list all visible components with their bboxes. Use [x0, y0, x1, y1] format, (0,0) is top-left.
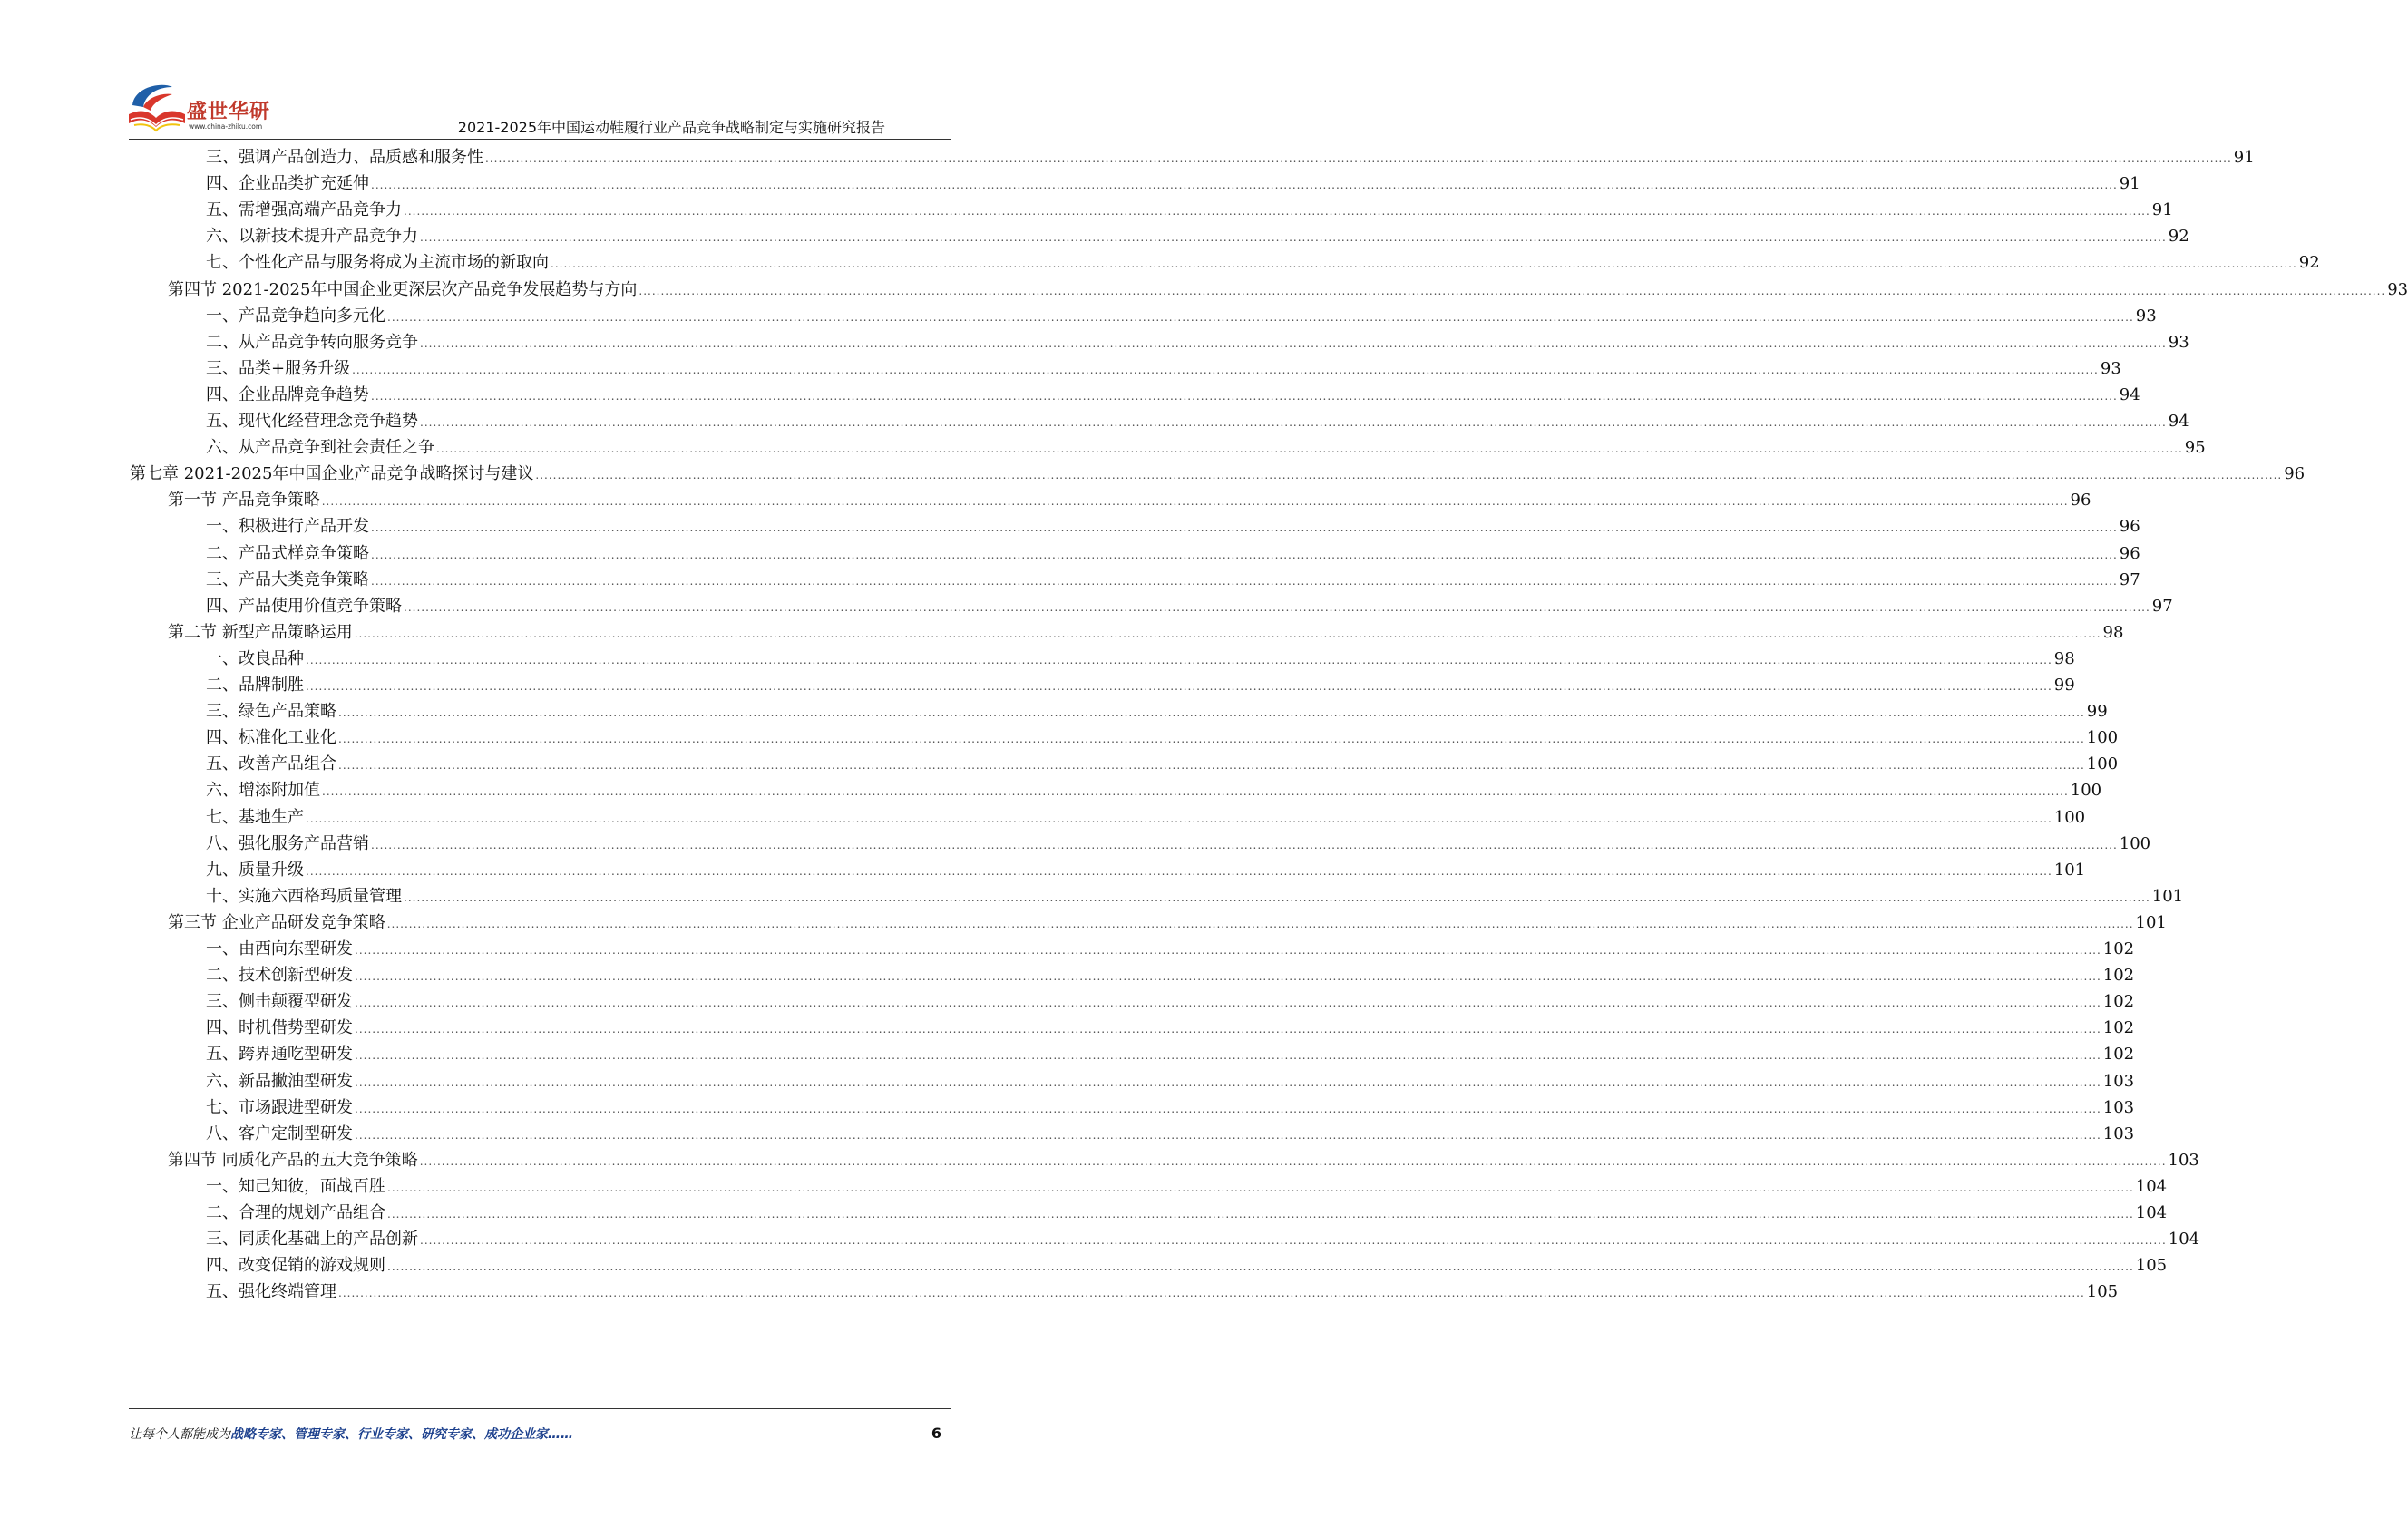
toc-entry-label: 五、跨界通吃型研发 — [206, 1045, 353, 1065]
toc-entry-page: 103 — [2102, 1071, 2135, 1091]
toc-entry[interactable] — [206, 355, 2121, 383]
toc-entry-label: 二、技术创新型研发 — [206, 966, 353, 986]
toc-leader-dots: ................................................................................................................................................................................................................................................................................................................................................................................................................ — [404, 890, 2150, 904]
toc-leader-dots: ................................................................................................................................................................................................................................................................................................................................................................................................................ — [387, 1208, 2134, 1221]
toc-entry-label: 十、实施六西格玛质量管理 — [206, 886, 402, 906]
toc-leader-dots: ................................................................................................................................................................................................................................................................................................................................................................................................................ — [387, 1260, 2134, 1274]
logo-url: www.china-zhiku.com — [189, 122, 263, 131]
toc-entry[interactable] — [206, 1200, 2168, 1227]
toc-entry-label: 四、标准化工业化 — [206, 728, 336, 748]
toc-leader-dots: ................................................................................................................................................................................................................................................................................................................................................................................................................ — [387, 310, 2134, 324]
toc-entry-label: 二、合理的规划产品组合 — [206, 1203, 385, 1222]
footer-divider — [129, 1408, 951, 1409]
toc-entry-page: 95 — [2184, 438, 2206, 458]
toc-entry[interactable] — [206, 197, 2173, 224]
toc-entry[interactable] — [206, 249, 2320, 277]
toc-entry-page: 94 — [2119, 384, 2140, 404]
toc-leader-dots: ................................................................................................................................................................................................................................................................................................................................................................................................................ — [404, 600, 2150, 614]
toc-leader-dots: ................................................................................................................................................................................................................................................................................................................................................................................................................ — [306, 680, 2052, 693]
toc-entry[interactable] — [206, 540, 2140, 568]
toc-entry-label: 七、基地生产 — [206, 807, 304, 827]
toc-entry[interactable] — [206, 831, 2151, 858]
toc-entry-label: 五、强化终端管理 — [206, 1282, 336, 1302]
toc-entry-page: 91 — [2233, 148, 2255, 167]
toc-entry[interactable] — [206, 1068, 2135, 1095]
toc-entry-label: 四、企业品类扩充延伸 — [206, 174, 369, 194]
toc-entry-label: 三、产品大类竞争策略 — [206, 569, 369, 589]
toc-leader-dots: ................................................................................................................................................................................................................................................................................................................................................................................................................ — [338, 759, 2085, 773]
toc-entry-page: 102 — [2102, 939, 2135, 958]
header-divider — [129, 139, 951, 140]
footer-slogan-highlight: 战略专家、管理专家、行业专家、研究专家、成功企业家…… — [230, 1427, 573, 1442]
toc-entry-label: 八、客户定制型研发 — [206, 1123, 353, 1143]
toc-entry-label: 第二节 新型产品策略运用 — [168, 622, 353, 642]
toc-entry[interactable] — [206, 382, 2140, 409]
toc-entry[interactable] — [206, 751, 2119, 778]
toc-leader-dots: ................................................................................................................................................................................................................................................................................................................................................................................................................ — [355, 1075, 2101, 1089]
toc-entry[interactable] — [206, 672, 2075, 699]
toc-entry-label: 三、同质化基础上的产品创新 — [206, 1230, 418, 1250]
toc-entry-label: 第七章 2021-2025年中国企业产品竞争战略探讨与建议 — [130, 464, 534, 484]
toc-entry-label: 七、个性化产品与服务将成为主流市场的新取向 — [206, 253, 549, 273]
toc-leader-dots: ................................................................................................................................................................................................................................................................................................................................................................................................................ — [355, 1128, 2101, 1142]
toc-entry-page: 101 — [2151, 886, 2184, 906]
toc-entry[interactable] — [206, 434, 2206, 462]
toc-entry[interactable] — [206, 883, 2184, 910]
toc-entry-page: 104 — [2135, 1176, 2168, 1196]
toc-entry[interactable] — [206, 1279, 2119, 1306]
toc-leader-dots: ................................................................................................................................................................................................................................................................................................................................................................................................................ — [355, 1049, 2101, 1063]
logo-name: 盛世华研 — [187, 101, 271, 123]
toc-entry-label: 九、质量升级 — [206, 860, 304, 880]
toc-entry[interactable] — [206, 857, 2086, 884]
toc-entry-label: 一、产品竞争趋向多元化 — [206, 306, 385, 326]
toc-entry-page: 100 — [2086, 754, 2119, 774]
toc-leader-dots: ................................................................................................................................................................................................................................................................................................................................................................................................................ — [355, 944, 2101, 957]
toc-leader-dots: ................................................................................................................................................................................................................................................................................................................................................................................................................ — [404, 205, 2150, 219]
toc-entry-page: 104 — [2135, 1203, 2168, 1222]
toc-entry-label: 五、需增强高端产品竞争力 — [206, 200, 402, 220]
toc-entry[interactable] — [206, 1121, 2135, 1148]
toc-leader-dots: ................................................................................................................................................................................................................................................................................................................................................................................................................ — [371, 179, 2118, 192]
toc-entry-page: 100 — [2070, 781, 2102, 801]
toc-entry-page: 99 — [2053, 676, 2075, 695]
toc-entry-label: 五、现代化经营理念竞争趋势 — [206, 412, 418, 431]
toc-entry-page: 93 — [2168, 332, 2189, 352]
toc-entry-page: 96 — [2119, 543, 2140, 563]
toc-entry-label: 四、时机借势型研发 — [206, 1018, 353, 1038]
toc-leader-dots: ................................................................................................................................................................................................................................................................................................................................................................................................................ — [355, 970, 2101, 984]
logo-book-icon — [125, 78, 189, 134]
toc-entry-page: 105 — [2086, 1282, 2119, 1302]
footer-slogan-prefix: 让每个人都能成为 — [129, 1427, 230, 1442]
toc-entry-label: 六、新品撇油型研发 — [206, 1071, 353, 1091]
toc-entry-page: 101 — [2053, 860, 2086, 880]
toc-entry-label: 三、侧击颠覆型研发 — [206, 992, 353, 1012]
toc-entry-page: 100 — [2119, 833, 2151, 853]
toc-entry[interactable] — [206, 144, 2255, 171]
toc-leader-dots: ................................................................................................................................................................................................................................................................................................................................................................................................................ — [535, 469, 2283, 482]
report-title: 2021-2025年中国运动鞋履行业产品竞争战略制定与实施研究报告 — [457, 119, 885, 136]
toc-entry[interactable] — [206, 988, 2135, 1016]
toc-leader-dots: ................................................................................................................................................................................................................................................................................................................................................................................................................ — [306, 653, 2052, 666]
toc-entry[interactable] — [206, 593, 2173, 620]
toc-entry-page: 105 — [2135, 1256, 2168, 1276]
toc-entry-label: 二、品牌制胜 — [206, 676, 304, 695]
toc-entry-label: 六、从产品竞争到社会责任之争 — [206, 438, 434, 458]
toc-leader-dots: ................................................................................................................................................................................................................................................................................................................................................................................................................ — [420, 231, 2167, 245]
toc-entry[interactable] — [206, 962, 2135, 989]
toc-entry-label: 二、从产品竞争转向服务竞争 — [206, 332, 418, 352]
toc-leader-dots: ................................................................................................................................................................................................................................................................................................................................................................................................................ — [306, 812, 2052, 825]
toc-entry[interactable] — [206, 1173, 2168, 1201]
toc-leader-dots: ................................................................................................................................................................................................................................................................................................................................................................................................................ — [371, 521, 2118, 535]
toc-entry-page: 92 — [2168, 227, 2189, 247]
toc-entry[interactable] — [206, 777, 2102, 804]
toc-leader-dots: ................................................................................................................................................................................................................................................................................................................................................................................................................ — [371, 574, 2118, 588]
toc-entry[interactable] — [206, 329, 2189, 356]
toc-leader-dots: ................................................................................................................................................................................................................................................................................................................................................................................................................ — [354, 627, 2101, 640]
toc-leader-dots: ................................................................................................................................................................................................................................................................................................................................................................................................................ — [306, 864, 2052, 878]
toc-entry-page: 104 — [2168, 1230, 2200, 1250]
toc-entry-label: 第四节 2021-2025年中国企业更深层次产品竞争发展趋势与方向 — [168, 279, 638, 299]
toc-entry[interactable] — [206, 303, 2157, 330]
toc-entry-label: 一、积极进行产品开发 — [206, 517, 369, 537]
toc-leader-dots: ................................................................................................................................................................................................................................................................................................................................................................................................................ — [338, 1287, 2085, 1300]
toc-entry-page: 92 — [2298, 253, 2320, 273]
toc-leader-dots: ................................................................................................................................................................................................................................................................................................................................................................................................................ — [321, 495, 2069, 509]
toc-leader-dots: ................................................................................................................................................................................................................................................................................................................................................................................................................ — [355, 1102, 2101, 1115]
toc-entry[interactable] — [206, 1041, 2135, 1068]
toc-leader-dots: ................................................................................................................................................................................................................................................................................................................................................................................................................ — [352, 363, 2099, 376]
toc-entry[interactable] — [206, 725, 2119, 752]
toc-entry-label: 四、企业品牌竞争趋势 — [206, 384, 369, 404]
toc-entry[interactable] — [206, 1015, 2135, 1042]
toc-entry-label: 一、改良品种 — [206, 648, 304, 668]
toc-entry-page: 98 — [2102, 622, 2124, 642]
toc-leader-dots: ................................................................................................................................................................................................................................................................................................................................................................................................................ — [639, 284, 2386, 297]
toc-leader-dots: ................................................................................................................................................................................................................................................................................................................................................................................................................ — [485, 152, 2232, 165]
toc-entry-label: 六、以新技术提升产品竞争力 — [206, 227, 418, 247]
toc-entry-page: 102 — [2102, 1018, 2135, 1038]
toc-leader-dots: ................................................................................................................................................................................................................................................................................................................................................................................................................ — [355, 997, 2101, 1010]
toc-leader-dots: ................................................................................................................................................................................................................................................................................................................................................................................................................ — [436, 443, 2183, 456]
toc-entry[interactable] — [206, 1094, 2135, 1122]
toc-entry-page: 102 — [2102, 992, 2135, 1012]
toc-entry[interactable] — [130, 461, 2306, 488]
toc-entry[interactable] — [168, 487, 2091, 514]
toc-leader-dots: ................................................................................................................................................................................................................................................................................................................................................................................................................ — [338, 733, 2085, 746]
toc-entry[interactable] — [168, 909, 2167, 937]
toc-leader-dots: ................................................................................................................................................................................................................................................................................................................................................................................................................ — [355, 1023, 2101, 1036]
toc-entry-page: 103 — [2168, 1150, 2199, 1170]
toc-entry-page: 96 — [2070, 491, 2091, 511]
toc-entry-label: 第一节 产品竞争策略 — [168, 491, 320, 511]
toc-leader-dots: ................................................................................................................................................................................................................................................................................................................................................................................................................ — [551, 258, 2297, 271]
toc-leader-dots: ................................................................................................................................................................................................................................................................................................................................................................................................................ — [371, 548, 2118, 561]
toc-entry-page: 103 — [2102, 1097, 2135, 1117]
toc-entry-page: 102 — [2102, 966, 2135, 986]
toc-entry-page: 101 — [2135, 912, 2167, 932]
toc-entry[interactable] — [206, 223, 2189, 250]
toc-entry-page: 99 — [2086, 702, 2108, 722]
toc-leader-dots: ................................................................................................................................................................................................................................................................................................................................................................................................................ — [420, 1234, 2167, 1248]
toc-entry-page: 93 — [2387, 279, 2408, 299]
toc-entry-label: 三、品类+服务升级 — [206, 358, 351, 378]
toc-entry-label: 第四节 同质化产品的五大竞争策略 — [168, 1150, 418, 1170]
toc-entry-label: 八、强化服务产品营销 — [206, 833, 369, 853]
toc-entry-page: 102 — [2102, 1045, 2135, 1065]
toc-entry-page: 94 — [2168, 412, 2189, 431]
toc-leader-dots: ................................................................................................................................................................................................................................................................................................................................................................................................................ — [371, 389, 2118, 403]
toc-entry-page: 98 — [2053, 648, 2075, 668]
toc-leader-dots: ................................................................................................................................................................................................................................................................................................................................................................................................................ — [387, 1181, 2134, 1194]
toc-entry-label: 四、改变促销的游戏规则 — [206, 1256, 385, 1276]
toc-entry-page: 97 — [2119, 569, 2140, 589]
toc-entry-page: 96 — [2119, 517, 2140, 537]
toc-entry[interactable] — [168, 277, 2408, 304]
page-footer — [129, 1425, 951, 1446]
toc-entry[interactable] — [206, 804, 2086, 832]
toc-leader-dots: ................................................................................................................................................................................................................................................................................................................................................................................................................ — [420, 336, 2167, 350]
toc-entry-page: 91 — [2119, 174, 2140, 194]
toc-leader-dots: ................................................................................................................................................................................................................................................................................................................................................................................................................ — [338, 706, 2085, 720]
toc-entry[interactable] — [168, 1147, 2199, 1174]
toc-entry-page: 97 — [2151, 596, 2173, 616]
toc-entry-page: 100 — [2053, 807, 2086, 827]
toc-entry[interactable] — [206, 513, 2140, 540]
toc-entry-label: 五、改善产品组合 — [206, 754, 336, 774]
toc-leader-dots: ................................................................................................................................................................................................................................................................................................................................................................................................................ — [420, 416, 2167, 429]
toc-leader-dots: ................................................................................................................................................................................................................................................................................................................................................................................................................ — [419, 1154, 2167, 1168]
toc-entry[interactable] — [206, 170, 2140, 198]
toc-leader-dots: ................................................................................................................................................................................................................................................................................................................................................................................................................ — [386, 917, 2134, 930]
toc-leader-dots: ................................................................................................................................................................................................................................................................................................................................................................................................................ — [322, 785, 2069, 799]
page-number: 6 — [931, 1425, 941, 1442]
toc-entry-page: 91 — [2151, 200, 2173, 220]
toc-leader-dots: ................................................................................................................................................................................................................................................................................................................................................................................................................ — [371, 838, 2118, 851]
toc-entry[interactable] — [168, 619, 2124, 647]
toc-entry[interactable] — [206, 408, 2189, 435]
toc-entry-page: 93 — [2135, 306, 2157, 326]
toc-entry-label: 二、产品式样竞争策略 — [206, 543, 369, 563]
toc-entry-label: 四、产品使用价值竞争策略 — [206, 596, 402, 616]
toc-entry-label: 一、知己知彼，面战百胜 — [206, 1176, 385, 1196]
toc-entry-page: 100 — [2086, 728, 2119, 748]
page-header — [0, 0, 1080, 145]
toc-entry-label: 三、绿色产品策略 — [206, 702, 336, 722]
toc-entry[interactable] — [206, 936, 2135, 963]
toc-entry[interactable] — [206, 567, 2140, 594]
toc-entry-page: 96 — [2284, 464, 2306, 484]
toc-entry-label: 三、强调产品创造力、品质感和服务性 — [206, 148, 483, 167]
company-logo — [125, 78, 279, 136]
toc-entry[interactable] — [206, 1226, 2200, 1253]
toc-entry-page: 103 — [2102, 1123, 2135, 1143]
toc-entry[interactable] — [206, 1252, 2168, 1279]
toc-entry-label: 七、市场跟进型研发 — [206, 1097, 353, 1117]
toc-entry-label: 一、由西向东型研发 — [206, 939, 353, 958]
toc-entry-label: 第三节 企业产品研发竞争策略 — [168, 912, 385, 932]
toc-entry-label: 六、增添附加值 — [206, 781, 320, 801]
toc-entry[interactable] — [206, 698, 2108, 725]
toc-entry-page: 93 — [2100, 358, 2121, 378]
toc-entry[interactable] — [206, 646, 2075, 673]
